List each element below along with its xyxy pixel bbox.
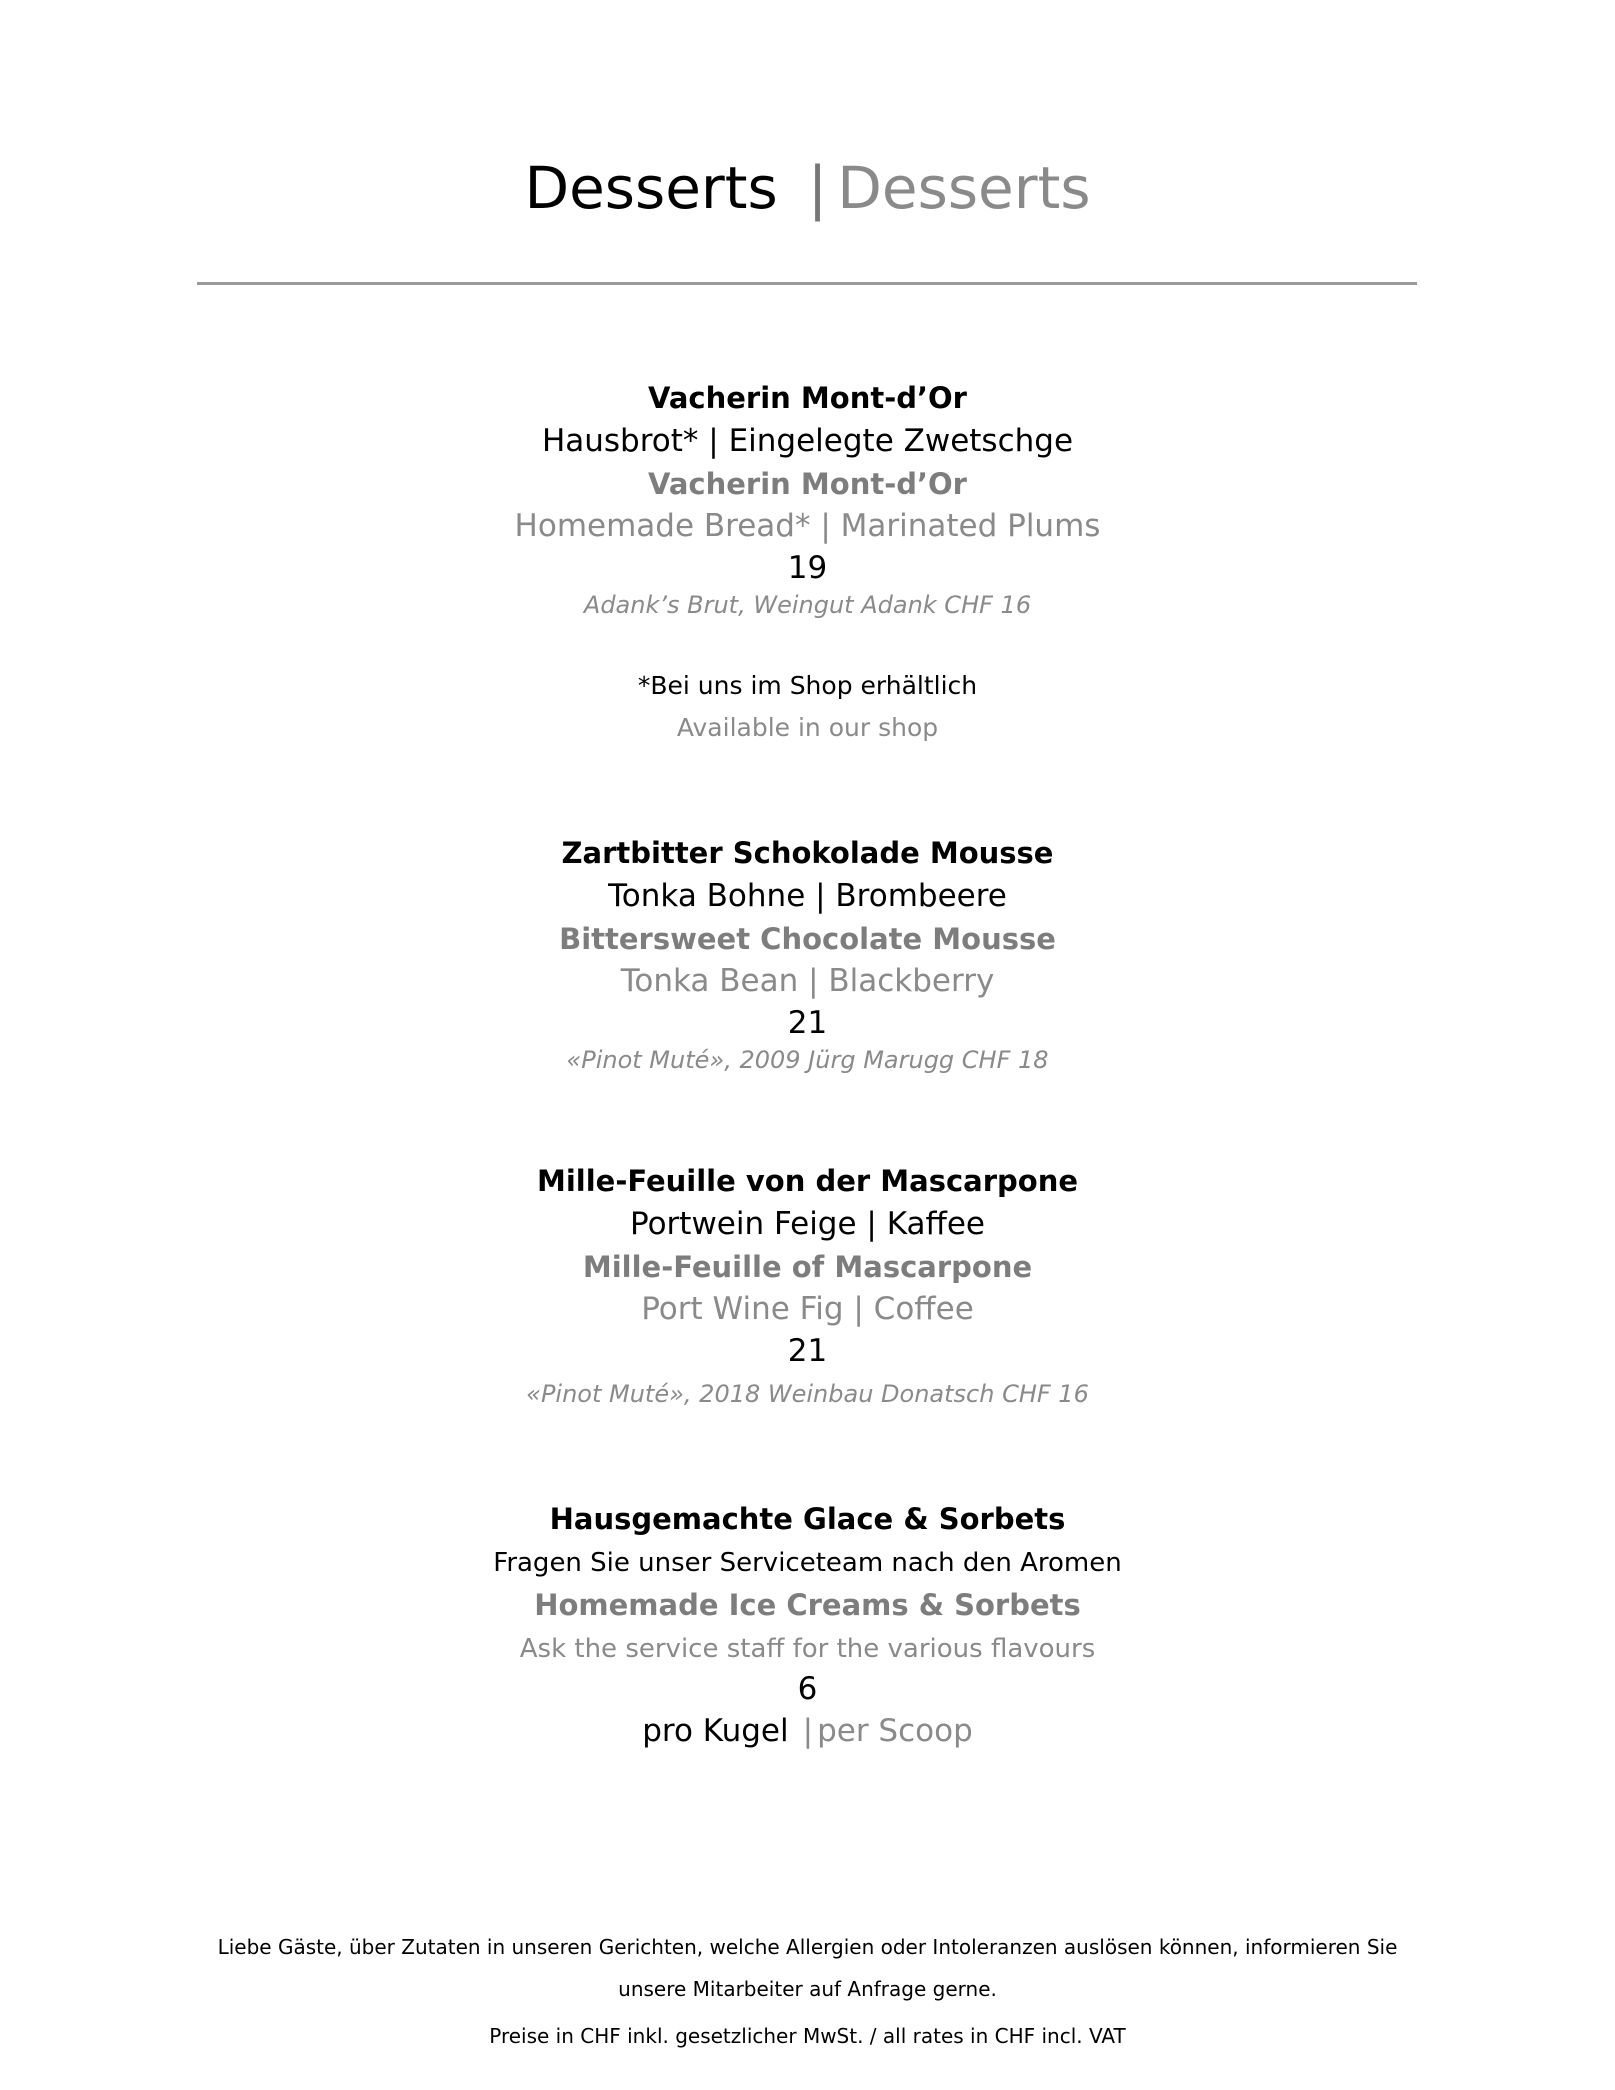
item-name-de: Vacherin Mont-d’Or	[648, 381, 967, 415]
wine-pairing: «Pinot Muté», 2018 Weinbau Donatsch CHF 16	[526, 1380, 1089, 1408]
page-title	[0, 148, 1615, 228]
item-name-en: Homemade Ice Creams & Sorbets	[534, 1588, 1081, 1622]
allergy-notice-line-1: Liebe Gäste, über Zutaten in unseren Gerichten, welche Allergien oder Intoleranzen auslösen können, informieren Sie	[217, 1935, 1398, 1959]
price-notice: Preise in CHF inkl. gesetzlicher MwSt. / all rates in CHF incl. VAT	[489, 2024, 1126, 2048]
page-title-en: Desserts	[837, 154, 1091, 222]
item-price: 19	[787, 550, 828, 586]
title-separator: |	[807, 154, 828, 222]
item-desc-en: Port Wine Fig | Coffee	[641, 1291, 974, 1327]
price-unit-de: pro Kugel	[642, 1713, 789, 1749]
item-desc-en: Homemade Bread* | Marinated Plums	[514, 508, 1101, 544]
item-desc-de: Hausbrot* | Eingelegte Zwetschge	[541, 423, 1074, 459]
item-name-de: Mille-Feuille von der Mascarpone	[536, 1164, 1079, 1198]
price-unit-separator: |	[802, 1713, 814, 1749]
shop-note-de: *Bei uns im Shop erhältlich	[637, 671, 978, 700]
item-desc-de: Portwein Feige | Kaffee	[629, 1206, 985, 1242]
item-name-en: Mille-Feuille of Mascarpone	[582, 1250, 1033, 1284]
price-unit-en: per Scoop	[817, 1713, 973, 1749]
item-name-en: Bittersweet Chocolate Mousse	[559, 922, 1056, 956]
item-name-en: Vacherin Mont-d’Or	[648, 467, 967, 501]
item-price: 6	[797, 1671, 818, 1707]
shop-note-en: Available in our shop	[676, 713, 939, 742]
item-desc-en: Tonka Bean | Blackberry	[620, 963, 995, 999]
item-name-de: Hausgemachte Glace & Sorbets	[549, 1502, 1066, 1536]
wine-pairing: «Pinot Muté», 2009 Jürg Marugg CHF 18	[566, 1046, 1049, 1074]
item-price: 21	[787, 1005, 828, 1041]
wine-pairing: Adank’s Brut, Weingut Adank CHF 16	[583, 591, 1032, 619]
item-name-de: Zartbitter Schokolade Mousse	[561, 836, 1054, 870]
item-desc-de: Fragen Sie unser Serviceteam nach den Aromen	[493, 1548, 1122, 1578]
page-title-de: Desserts	[524, 154, 778, 222]
item-desc-de: Tonka Bohne | Brombeere	[608, 878, 1007, 914]
allergy-notice-line-2: unsere Mitarbeiter auf Anfrage gerne.	[618, 1977, 997, 2001]
item-desc-en: Ask the service staff for the various flavours	[519, 1634, 1096, 1664]
header-divider	[197, 282, 1417, 285]
price-unit	[0, 1710, 1615, 1752]
item-price: 21	[787, 1333, 828, 1369]
